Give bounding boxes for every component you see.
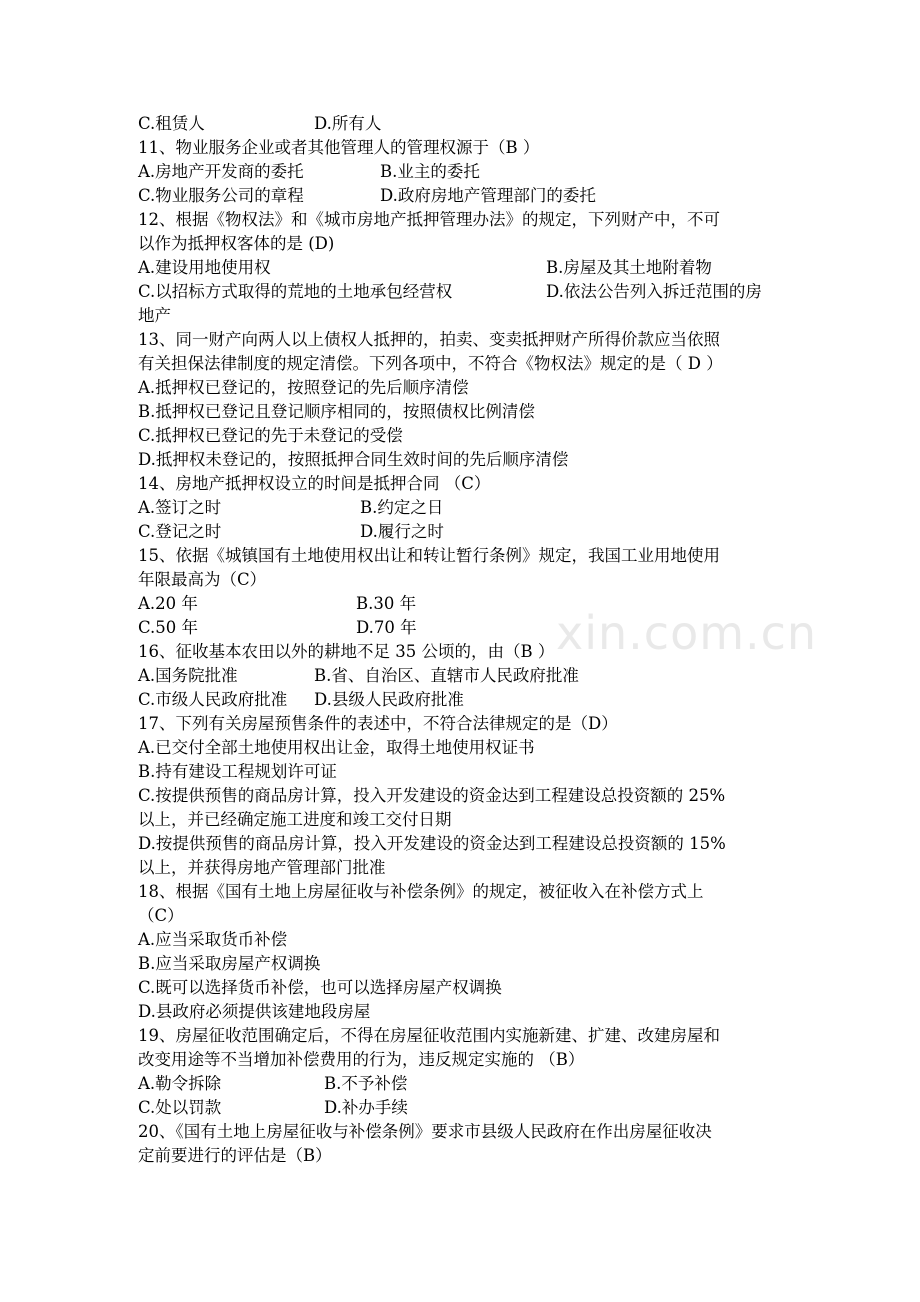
option-second-column: B.30 年	[356, 594, 417, 613]
option-line: 以上，并获得房地产管理部门批准	[138, 858, 386, 877]
option-line: C.既可以选择货币补偿，也可以选择房屋产权调换	[138, 978, 502, 997]
option-line: 以上，并已经确定施工进度和竣工交付日期	[138, 810, 452, 829]
option-second-column: D.政府房地产管理部门的委托	[380, 186, 596, 205]
question-line: 改变用途等不当增加补偿费用的行为，违反规定实施的 （B）	[138, 1050, 585, 1069]
option-line: C.抵押权已登记的先于未登记的受偿	[138, 426, 403, 445]
text-line: A.房地产开发商的委托 B.业主的委托	[138, 160, 304, 184]
question-line: 20、《国有土地上房屋征收与补偿条例》要求市县级人民政府在作出房屋征收决	[138, 1122, 712, 1141]
question-line: 以作为抵押权客体的是 (D)	[138, 234, 335, 253]
text-line: A.建设用地使用权 B.房屋及其土地附着物	[138, 256, 271, 280]
option-line: B.抵押权已登记且登记顺序相同的，按照债权比例清偿	[138, 402, 535, 421]
option-second-column: D.补办手续	[324, 1098, 408, 1117]
option-second-column: D.70 年	[356, 618, 417, 637]
option-second-column: D.履行之时	[360, 522, 444, 541]
text-line: C.50 年 D.70 年	[138, 616, 198, 640]
text-line: A.20 年 B.30 年	[138, 592, 198, 616]
question-line: 18、根据《国有土地上房屋征收与补偿条例》的规定，被征收入在补偿方式上	[138, 882, 704, 901]
option-line: D.抵押权未登记的，按照抵押合同生效时间的先后顺序清偿	[138, 450, 569, 469]
question-line: 11、物业服务企业或者其他管理人的管理权源于（B ）	[138, 138, 540, 157]
option-second-column: B.省、自治区、直辖市人民政府批准	[314, 666, 579, 685]
question-line: 有关担保法律制度的规定清偿。下列各项中，不符合《物权法》规定的是（ D ）	[138, 354, 723, 373]
question-line: 14、房地产抵押权设立的时间是抵押合同 （C）	[138, 474, 491, 493]
text-line: C.处以罚款 D.补办手续	[138, 1096, 221, 1120]
text-line: C.市级人民政府批准 D.县级人民政府批准	[138, 688, 287, 712]
text-line: C.物业服务公司的章程 D.政府房地产管理部门的委托	[138, 184, 304, 208]
option-second-column: B.不予补偿	[324, 1074, 408, 1093]
option-second-column: B.业主的委托	[380, 162, 480, 181]
option-line: A.已交付全部土地使用权出让金，取得土地使用权证书	[138, 738, 535, 757]
question-line: 15、依据《城镇国有土地使用权出让和转让暂行条例》规定，我国工业用地使用	[138, 546, 720, 565]
question-line: 17、下列有关房屋预售条件的表述中，不符合法律规定的是（D）	[138, 714, 618, 733]
option-line: D.按提供预售的商品房计算，投入开发建设的资金达到工程建设总投资额的 15%	[138, 834, 726, 853]
option-line: A.抵押权已登记的，按照登记的先后顺序清偿	[138, 378, 469, 397]
question-line: 13、同一财产向两人以上债权人抵押的，拍卖、变卖抵押财产所得价款应当依照	[138, 330, 720, 349]
text-line: A.国务院批准 B.省、自治区、直辖市人民政府批准	[138, 664, 238, 688]
text-line: C.登记之时 D.履行之时	[138, 520, 221, 544]
text-line: A.勒令拆除 B.不予补偿	[138, 1072, 221, 1096]
question-line: （C）	[138, 906, 184, 925]
text-line: C.租赁人 D.所有人	[138, 112, 205, 136]
text-line: 地产	[138, 306, 171, 325]
question-line: 19、房屋征收范围确定后，不得在房屋征收范围内实施新建、扩建、改建房屋和	[138, 1026, 720, 1045]
option-second-column: B.约定之日	[360, 498, 444, 517]
option-second-column: D.县级人民政府批准	[314, 690, 464, 709]
option-second-column: D.依法公告列入拆迁范围的房	[546, 282, 762, 301]
question-line: 16、征收基本农田以外的耕地不足 35 公顷的，由（B ）	[138, 642, 555, 661]
question-line: 定前要进行的评估是（B）	[138, 1146, 332, 1165]
option-line: C.按提供预售的商品房计算，投入开发建设的资金达到工程建设总投资额的 25%	[138, 786, 726, 805]
question-line: 12、根据《物权法》和《城市房地产抵押管理办法》的规定，下列财产中，不可	[138, 210, 720, 229]
text-line: C.以招标方式取得的荒地的土地承包经营权 D.依法公告列入拆迁范围的房	[138, 280, 452, 304]
option-line: A.应当采取货币补偿	[138, 930, 288, 949]
option-second-column: D.所有人	[314, 114, 382, 133]
option-line: B.应当采取房屋产权调换	[138, 954, 321, 973]
watermark: xin.com.cn	[556, 606, 818, 660]
question-line: 年限最高为（C）	[138, 570, 267, 589]
option-line: D.县政府必须提供该建地段房屋	[138, 1002, 371, 1021]
text-line: A.签订之时 B.约定之日	[138, 496, 221, 520]
option-second-column: B.房屋及其土地附着物	[546, 258, 712, 277]
option-line: B.持有建设工程规划许可证	[138, 762, 337, 781]
